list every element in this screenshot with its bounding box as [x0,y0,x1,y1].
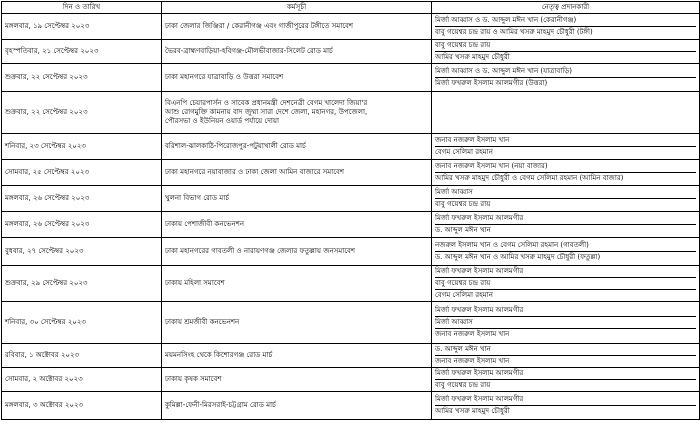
table-row [2,344,700,368]
program-line: ময়মনসিংহ থেকে কিশোরগঞ্জ রোড মার্চ [165,351,273,359]
program-line: ঢাকায় কৃষক সমাবেশ [165,375,222,383]
leader-line: বেগম সেলিমা রহমান [435,148,493,156]
row-date: বুধবার, ২৭ সেপ্টেম্বর ২০২৩ [2,238,162,266]
table-row [2,92,700,134]
row-program [162,64,432,92]
row-leaders [432,302,700,344]
leader-line: ড. আব্দুল মঈন খান [435,345,696,356]
row-program [162,212,432,238]
row-program [162,344,432,368]
row-date: রবিবার, ১ অক্টোবর ২০২৩ [2,344,162,368]
program-line: বিএনপি চেয়ারপার্সন ও সাবেক প্রধানমন্ত্রী দেশনেত্রী বেগম খালেদা জিয়া'র [165,99,368,107]
row-leaders [432,92,700,134]
row-program [162,392,432,420]
leader-line: বেগম সেলিমা রহমান [435,291,493,299]
leader-line: নজরুল ইসলাম খান ও বেগম সেলিমা রহমান (গাবতলী) [435,241,696,252]
program-line: ভৈরব-ব্রাহ্মণবাড়িয়া-হবিগঞ্জ-মৌলভীবাজার-সিলেট রোড মার্চ [165,47,333,55]
program-line: ঢাকায় শ্রমজীবী কনভেনশন [165,318,240,326]
leader-line: বাবু গয়েশ্বর চন্দ্র রায় [435,279,696,290]
row-date: মঙ্গলবার, ১৯ সেপ্টেম্বর ২০২৩ [2,14,162,40]
row-leaders [432,344,700,368]
schedule-table [1,1,700,420]
row-program [162,302,432,344]
row-program [162,186,432,212]
leader-line: বাবু গয়েশ্বর চন্দ্র রায় [435,200,491,208]
row-leaders [432,160,700,186]
row-date: মঙ্গলবার, ২৬ সেপ্টেম্বর ২০২৩ [2,186,162,212]
program-line: আশু রোগমুক্তি কামনায় বাদ জুম্মা সারা দেশে জেলা, মহানগর, উপজেলা, [165,108,368,116]
row-leaders [432,40,700,64]
program-line: খুলনা বিভাগ রোড মার্চ [165,194,229,202]
leader-line: মির্জা ফখরুল ইসলাম আলমগীর [435,267,696,278]
leader-line: জনাব নজরুল ইসলাম খান (নয়া বাজার) [435,162,696,173]
row-leaders [432,212,700,238]
leader-line: মির্জা আব্বাস [435,318,696,329]
row-program [162,40,432,64]
row-date: শনিবার, ৩০ সেপ্টেম্বর ২০২৩ [2,302,162,344]
table-row [2,40,700,64]
header-date: দিন ও তারিখ [2,2,162,14]
row-date: মঙ্গলবার, ২৬ সেপ্টেম্বর ২০২৩ [2,212,162,238]
row-date: সোমবার, ২ অক্টোবর ২০২৩ [2,368,162,392]
leader-line: বাবু গয়েশ্বর চন্দ্র রায় [435,381,491,389]
leader-line: জনাব নজরুল ইসলাম খান [435,330,510,338]
leader-line: মির্জা আব্বাস [435,188,696,199]
row-date: শুক্রবার, ২২ সেপ্টেম্বর ২০২৩ [2,92,162,134]
table-row [2,212,700,238]
leader-line: মির্জা ফখরুল ইসলাম আলমগীর [435,214,696,225]
leader-line: আমির খসরু মাহমুদ চৌধুরী [435,53,510,61]
leader-line: আমির খসরু মাহমুদ চৌধুরী [435,407,510,415]
table-row [2,64,700,92]
row-leaders [432,134,700,160]
program-line: ঢাকা মহানগরের গাবতলী ও নারায়ণগঞ্জ জেলার ফতুল্লায় জনসমাবেশ [165,247,356,255]
row-leaders [432,266,700,302]
row-date: শুক্রবার, ২৯ সেপ্টেম্বর ২০২৩ [2,266,162,302]
header-program: কর্মসূচী [162,2,432,14]
leader-line: মির্জা ফখরুল ইসলাম আলমগীর [435,395,696,406]
row-date: শনিবার, ২৩ সেপ্টেম্বর ২০২৩ [2,134,162,160]
row-program [162,14,432,40]
leader-line: বাবু গয়েশ্বর চন্দ্র রায় ও আমির খসরু মাহমুদ চৌধুরী (টঙ্গী) [435,28,593,36]
row-leaders [432,238,700,266]
leader-line: মির্জা আব্বাস ও ড. আব্দুল মঈন খান (যাত্রাবাড়ি) [435,67,696,78]
table-row [2,302,700,344]
leader-line: আমির খসরু মাহমুদ চৌধুরী ও বেগম সেলিমা রহমান (আমিন বাজার) [435,174,624,182]
row-program [162,238,432,266]
row-program [162,368,432,392]
table-row [2,368,700,392]
header-leaders: নেতৃত্ব প্রদানকারী [432,2,700,14]
leader-line: মির্জা ফখরুল ইসলাম আলমগীর (উত্তরা) [435,79,548,87]
program-line: ঢাকায় পেশাজীবী কনভেনশন [165,220,245,228]
row-leaders [432,392,700,420]
row-program [162,266,432,302]
row-program [162,160,432,186]
row-leaders [432,186,700,212]
leader-line: ড. আব্দুল মঈন খান [435,226,491,234]
program-line: ঢাকা মহানগরে যাত্রাবাড়ি ও উত্তরা সমাবেশ [165,73,284,81]
row-leaders [432,64,700,92]
table-row [2,160,700,186]
table-row [2,186,700,212]
table-row [2,14,700,40]
row-date: বৃহস্পতিবার, ২১ সেপ্টেম্বর ২০২৩ [2,40,162,64]
program-line: ঢাকায় মহিলা সমাবেশ [165,279,225,287]
program-line: ঢাকা মহানগরে নয়াবাজার ও ঢাকা জেলা আমিন বাজারে সমাবেশ [165,168,345,176]
program-line: কুমিল্লা-ফেনী-মিরসরাই-চট্টগ্রাম রোড মার্চ [165,401,276,409]
leader-line: মির্জা আব্বাস ও ড. আব্দুল মঈন খান (কেরানীগঞ্জ) [435,16,696,27]
row-leaders [432,14,700,40]
row-date: মঙ্গলবার, ৩ অক্টোবর ২০২৩ [2,392,162,420]
row-leaders [432,368,700,392]
table-row [2,238,700,266]
program-line: ঢাকা জেলার জিঞ্জিরা / কেরানীগঞ্জ এবং গাজীপুরের টঙ্গীতে সমাবেশ [165,22,354,30]
leader-line: জনাব নজরুল ইসলাম খান [435,136,696,147]
row-date: শুক্রবার, ২২ সেপ্টেম্বর ২০২৩ [2,64,162,92]
leader-line: বাবু গয়েশ্বর চন্দ্র রায় [435,41,696,52]
row-program [162,134,432,160]
row-program [162,92,432,134]
program-line: পৌরসভা ও ইউনিয়ন ওয়ার্ড পর্যায়ে দোয়া [165,117,280,125]
header-row [2,2,700,14]
leader-line: জনাব নজরুল ইসলাম খান [435,357,510,365]
leader-line: মির্জা ফখরুল ইসলাম আলমগীর [435,306,696,317]
table-row [2,392,700,420]
program-line: বরিশাল-ঝালকাঠি-পিরোজপুর-পটুয়াখালী রোড মার্চ [165,142,306,150]
leader-line: ড. আব্দুল মঈন খান ও আমির খসরু মাহমুদ চৌধুরী (ফতুল্লা) [435,253,601,261]
row-date: সোমবার, ২৫ সেপ্টেম্বর ২০২৩ [2,160,162,186]
table-row [2,134,700,160]
leader-line: মির্জা ফখরুল ইসলাম আলমগীর [435,369,696,380]
table-row [2,266,700,302]
